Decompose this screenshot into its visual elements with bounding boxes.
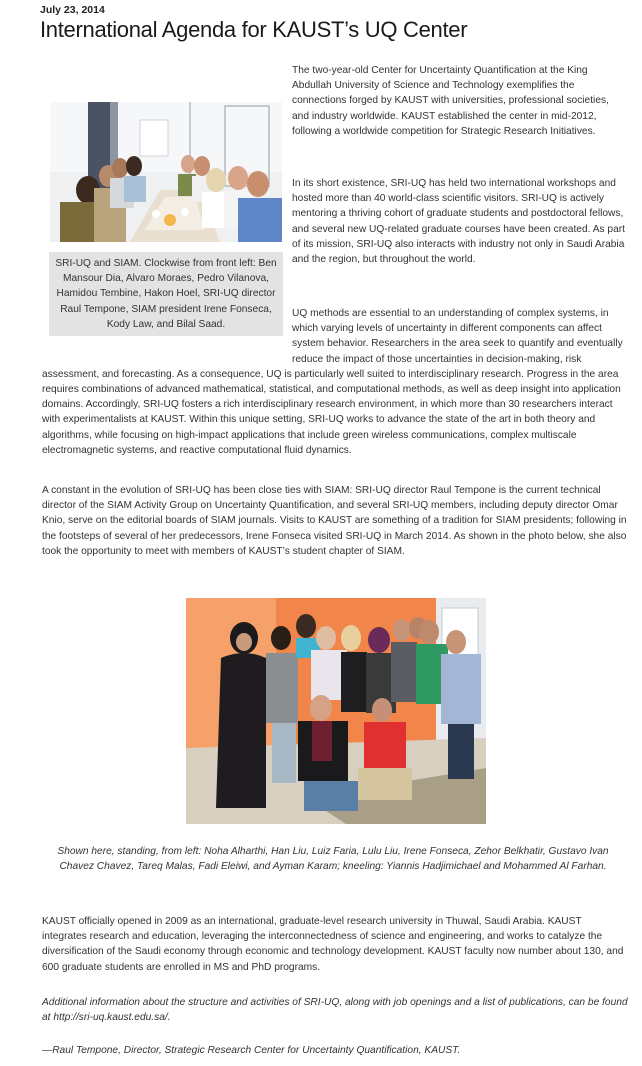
article-title: International Agenda for KAUST’s UQ Center xyxy=(40,17,468,42)
paragraph-kaust: KAUST officially opened in 2009 as an international, graduate-level research university in Thuwal, Saudi Arabia. KAUST integrates research and education, leveraging the interconnectedness of science and engineering, and works to catalyze the diversification of the Saudi economy through economic and technology development. KAUST faculty now number about 130, and 600 graduate students are enrolled in MS and PhD programs. xyxy=(42,916,624,973)
paragraph-short-existence: In its short existence, SRI-UQ has held two international workshops and hosted more than 40 world-class scientific visitors. SRI-UQ is actively mentoring a thriving cohort of graduate students and postdoctoral fellows, and several new UQ-related graduate courses have been created. As part of its mission, SRI-UQ also interacts with industry not only in Saudi Arabia and the region, but throughout the world. xyxy=(292,178,625,266)
float-spacer xyxy=(42,306,292,352)
paragraph-siam-ties: A constant in the evolution of SRI-UQ has been close ties with SIAM: SRI-UQ director Raul Tempone is the current technical director of the SIAM Activity Group on Uncertainty Quantification, and several SRI-UQ members, including deputy director Omar Knio, serve on the editorial boards of SIAM journals. Visits to KAUST are something of a tradition for SIAM presidents; following in the footsteps of several of her predecessors, Irene Fonseca visited SRI-UQ in March 2014. As shown in the photo below, she also took the opportunity to meet with members of KAUST’s student chapter of SIAM. xyxy=(42,485,627,557)
dinner-photo-image xyxy=(50,102,282,242)
group-photo-image xyxy=(186,598,486,824)
group-photo xyxy=(186,598,486,824)
group-photo-caption: Shown here, standing, from left: Noha Alharthi, Han Liu, Luiz Faria, Lulu Liu, Irene Fonseca, Zehor Belkhatir, Gustavo Ivan Chavez Chavez, Tareq Malas, Fadi Eleiwi, and Ayman Karam; kneeling: Yiannis Hadjimichael and Mohammed Al Farhan. xyxy=(57,846,609,873)
article-date: July 23, 2014 xyxy=(40,4,105,16)
paragraph-uq-methods-wrap xyxy=(42,306,632,458)
author-signature: —Raul Tempone, Director, Strategic Research Center for Uncertainty Quantification, KAUST. xyxy=(42,1045,461,1056)
paragraph-uq-methods: UQ methods are essential to an understanding of complex systems, in which varying levels of uncertainty in different components can affect system behavior. Researchers in the area seek to quantify and eventually reduce the impact of those uncertainties in decision-making, risk assessment, and forecasting. As a consequence, UQ is particularly well suited to interdisciplinary research. Progress in the area requires combinations of advanced mathematical, statistical, and computational methods, as well as deep insight into application domains. Accordingly, SRI-UQ fosters a rich interdisciplinary research environment, in which more than 30 researchers interact with experimentalists at KAUST. Within this unique setting, SRI-UQ works to advance the state of the art in both theory and algorithms, while focusing on high-impact applications that include green wireless communications, complex multiscale electromagnetic systems, and reactive computational fluid dynamics. xyxy=(42,308,623,456)
dinner-photo-caption: SRI-UQ and SIAM. Clockwise from front left: Ben Mansour Dia, Alvaro Moraes, Pedro Vilanova, Hamidou Tembine, Hakon Hoel, SRI-UQ director Raul Tempone, SIAM president Irene Fonseca, Kody Law, and Bilal Saad. xyxy=(49,252,283,336)
paragraph-intro: The two-year-old Center for Uncertainty Quantification at the King Abdullah University of Science and Technology exemplifies the connections forged by KAUST with universities, professional societies, and industry worldwide. KAUST established the center in mid-2012, following a worldwide competition for Strategic Research Initiatives. xyxy=(292,65,609,137)
dinner-photo xyxy=(50,102,282,242)
paragraph-additional-info: Additional information about the structure and activities of SRI-UQ, along with job openings and a list of publications, can be found at http://sri-uq.kaust.edu.sa/. xyxy=(42,997,628,1024)
